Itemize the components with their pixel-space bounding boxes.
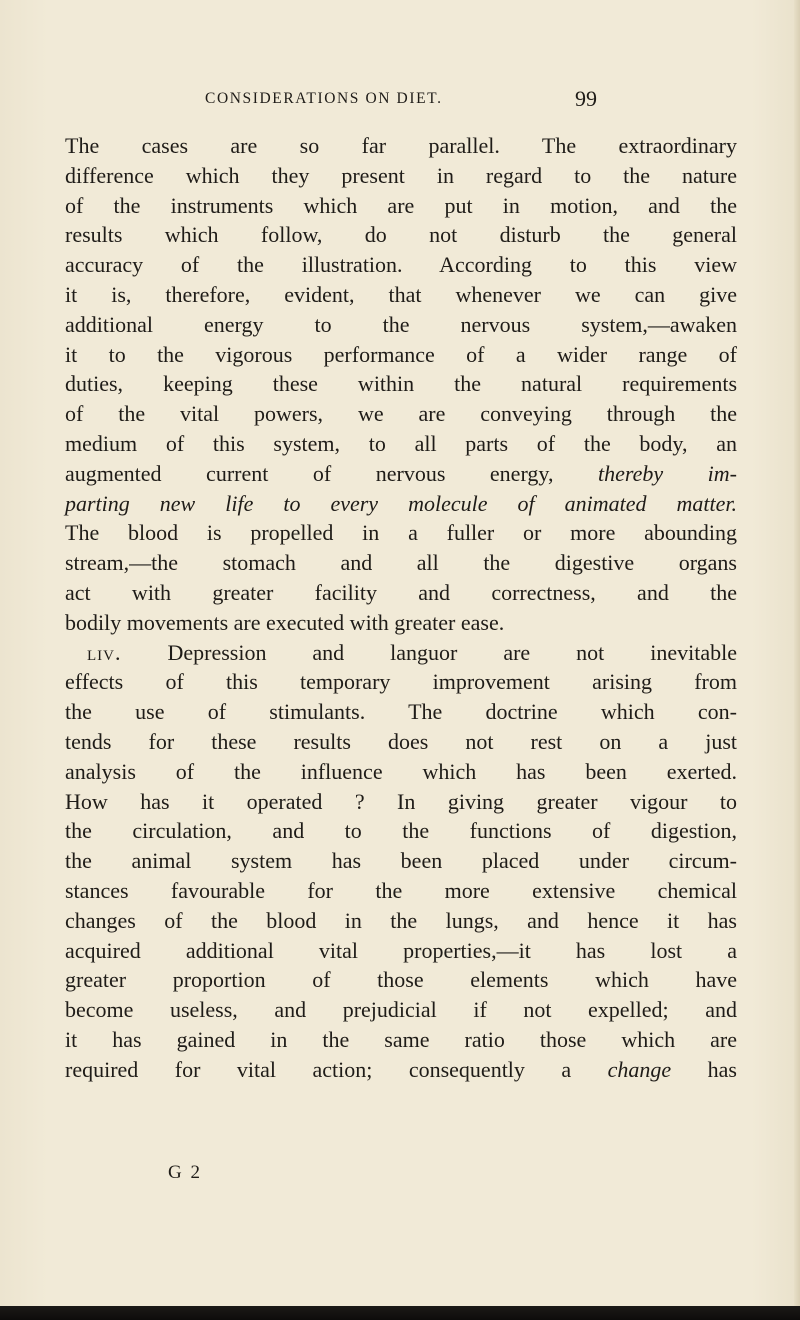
text-line-30: become useless, and prejudicial if not expelled; and	[65, 997, 737, 1023]
text-line-28: acquired additional vital properties,—it has lost a	[65, 937, 737, 963]
page-number: 99	[575, 86, 597, 111]
text-line-32-italic: change	[607, 1056, 672, 1082]
text-line-14: The blood is propelled in a fuller or more abounding	[65, 520, 737, 546]
text-line-10: of the vital powers, we are conveying through the	[65, 401, 737, 427]
text-line-15: stream,—the stomach and all the digestive organs	[65, 550, 737, 576]
text-line-32-roman: required for vital action; consequently a	[65, 1056, 608, 1082]
text-line-25: the animal system has been placed under circum-	[65, 848, 737, 874]
text-line-12-italic: thereby im-	[597, 460, 737, 486]
text-line-18-rest: Depression and languor are not inevitable	[121, 639, 737, 665]
running-head: CONSIDERATIONS ON DIET.	[205, 90, 443, 107]
text-line-3: of the instruments which are put in motion, and the	[65, 192, 737, 218]
text-line-8: it to the vigorous performance of a wider range of	[65, 341, 737, 367]
text-line-24: the circulation, and to the functions of digestion,	[65, 818, 737, 844]
text-line-11: medium of this system, to all parts of the body, an	[65, 430, 737, 456]
page-header	[0, 86, 800, 114]
text-line-16: act with greater facility and correctness, and the	[65, 579, 737, 605]
text-line-20: the use of stimulants. The doctrine which con-	[65, 699, 737, 725]
text-line-29: greater proportion of those elements which have	[65, 967, 737, 993]
scan-bottom-edge	[0, 1306, 800, 1320]
text-line-4: results which follow, do not disturb the general	[65, 222, 737, 248]
text-line-9: duties, keeping these within the natural requirements	[65, 371, 737, 397]
text-line-2: difference which they present in regard to the nature	[65, 162, 737, 188]
text-line-27: changes of the blood in the lungs, and hence it has	[65, 907, 737, 933]
text-line-31: it has gained in the same ratio those which are	[65, 1026, 737, 1052]
text-line-32-end: has	[671, 1056, 737, 1082]
text-line-12-roman: augmented current of nervous energy,	[65, 460, 598, 486]
text-line-5: accuracy of the illustration. According to this view	[65, 252, 737, 278]
text-line-18	[65, 638, 737, 668]
text-line-17: bodily movements are executed with greater ease.	[65, 609, 505, 635]
signature-mark: G 2	[168, 1162, 202, 1183]
text-line-7: additional energy to the nervous system,—awaken	[65, 311, 737, 337]
text-line-26: stances favourable for the more extensive chemical	[65, 877, 737, 903]
text-line-13	[65, 489, 737, 519]
page-edge-shadow	[794, 0, 800, 1320]
text-line-21: tends for these results does not rest on a just	[65, 728, 737, 754]
text-line-13-italic: parting new life to every molecule of animated matter.	[65, 490, 737, 516]
text-line-32	[65, 1055, 737, 1085]
text-line-6: it is, therefore, evident, that whenever we can give	[65, 281, 737, 307]
text-line-23: How has it operated ? In giving greater vigour to	[65, 788, 737, 814]
text-line-22: analysis of the influence which has been exerted.	[65, 758, 737, 784]
section-number: liv.	[87, 639, 122, 665]
text-line-1: The cases are so far parallel. The extraordinary	[65, 133, 737, 158]
body-text	[65, 131, 737, 1085]
text-line-12	[65, 459, 737, 489]
text-line-19: effects of this temporary improvement arising from	[65, 669, 737, 695]
